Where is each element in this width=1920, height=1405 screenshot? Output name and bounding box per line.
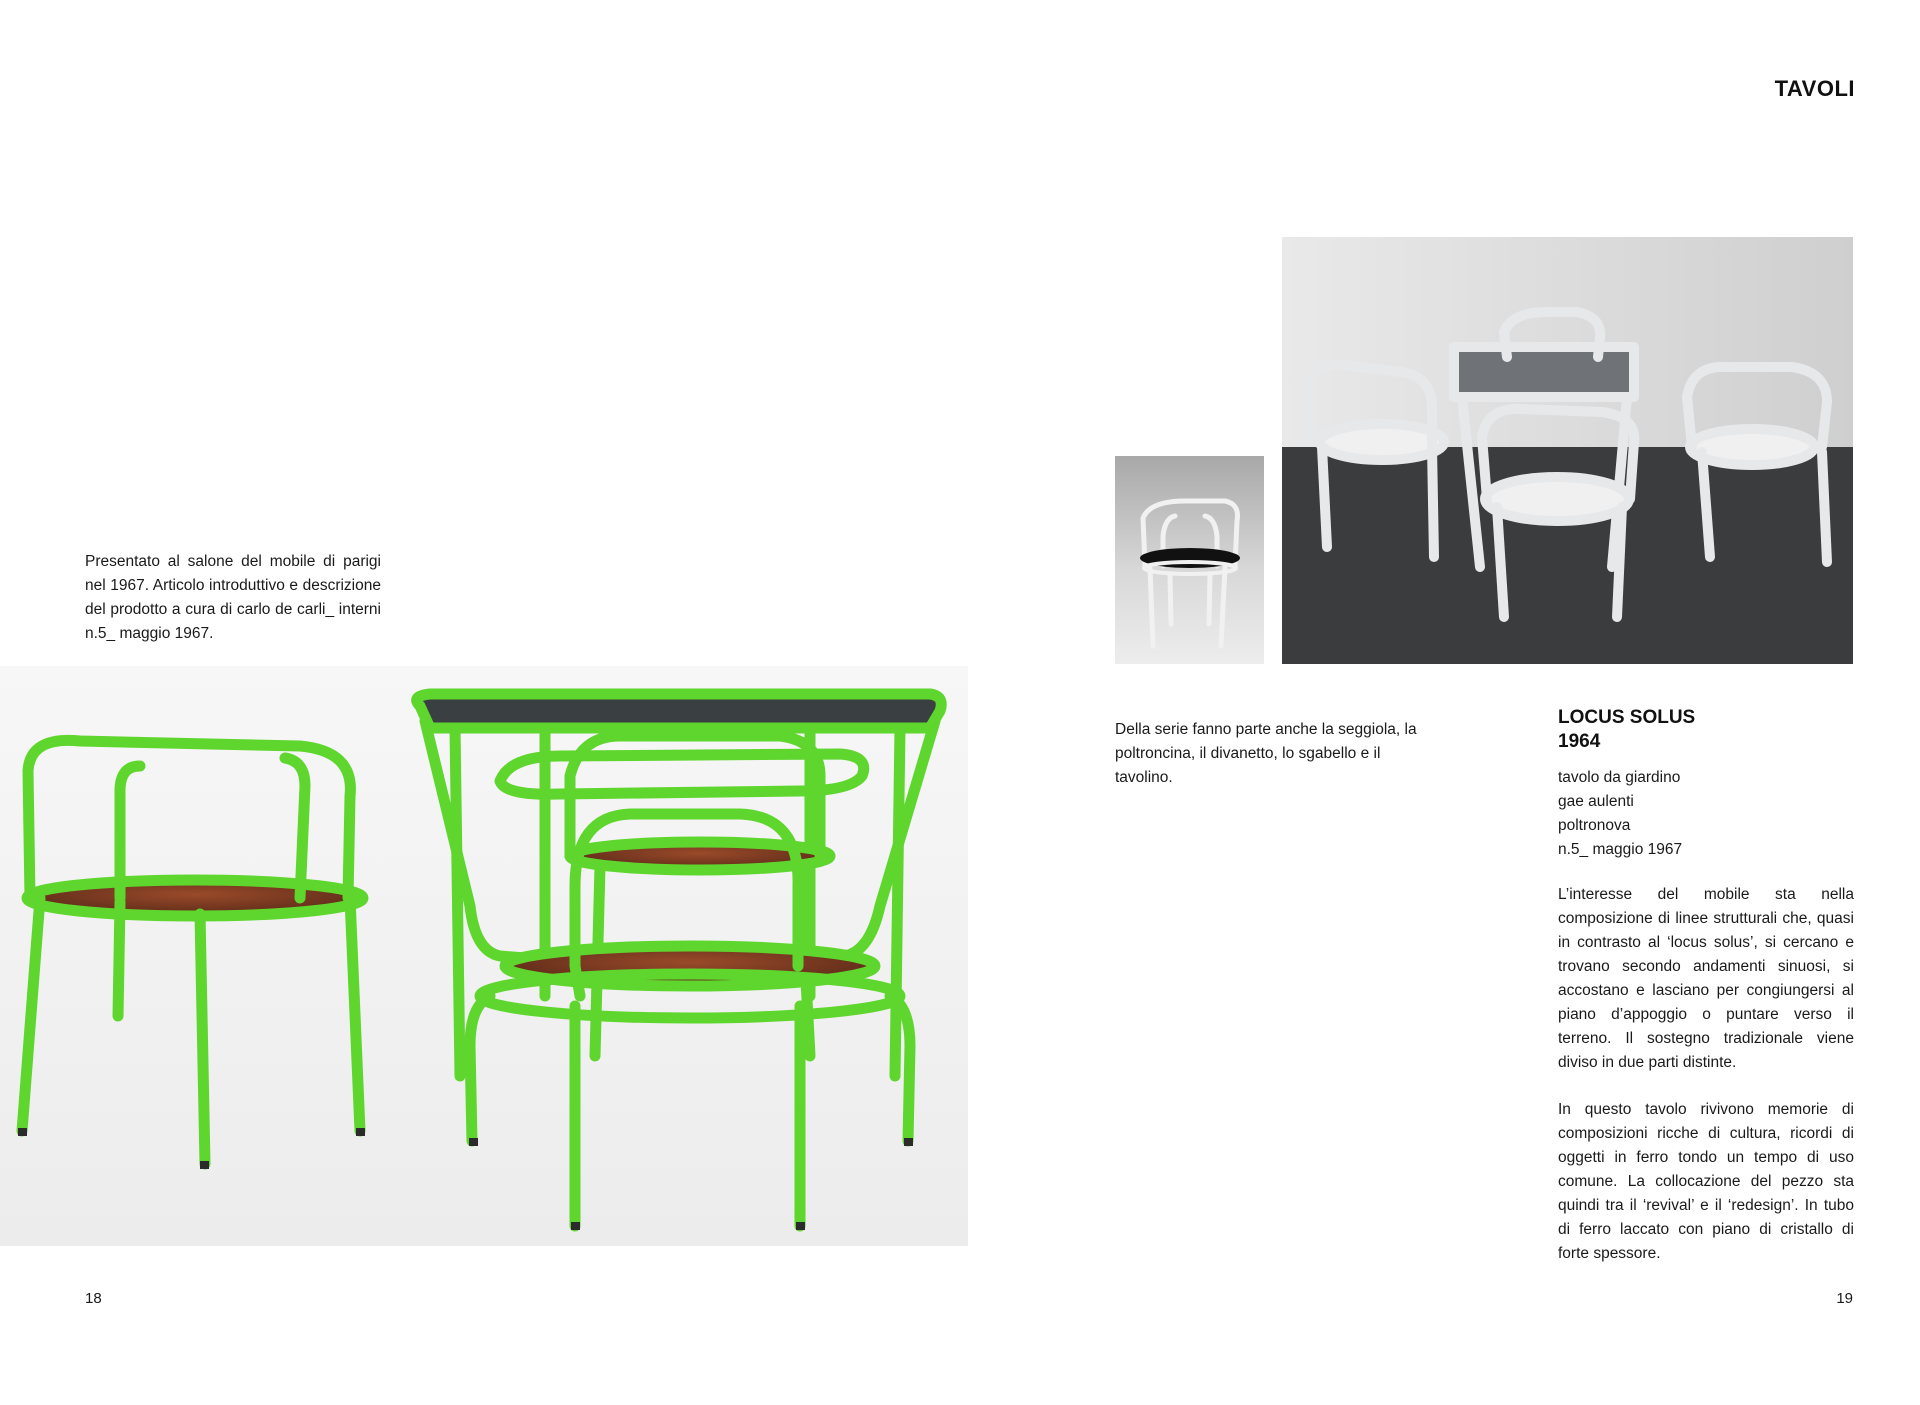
single-chair-photo xyxy=(1115,456,1264,664)
description-paragraph-2: In questo tavolo rivivono memorie di composizioni ricche di cultura, ricordi di oggetti in ferro tondo un tempo di uso comune. La collocazione del pezzo sta quindi tra il ‘revival’ e il ‘redesign’. In tubo di ferro laccato con piano di cristallo di forte spessore. xyxy=(1558,1101,1854,1262)
product-title xyxy=(1558,706,1695,754)
page-number-left: 18 xyxy=(85,1290,102,1307)
product-name: LOCUS SOLUS xyxy=(1558,707,1696,728)
description-paragraph-1: L’interesse del mobile sta nella composizione di linee strutturali che, quasi in contrasto al ‘locus solus’, si cercano e trovano secondo andamenti sinuosi, si accostano e lasciano per congiungersi al piano d’appoggio o puntare verso il terreno. Il sostegno tradizionale viene diviso in due parti distinte. xyxy=(1558,886,1854,1071)
white-furniture-set-photo xyxy=(1282,237,1853,664)
product-manufacturer: poltronova xyxy=(1558,817,1631,834)
product-issue: n.5_ maggio 1967 xyxy=(1558,841,1683,858)
green-furniture-photo xyxy=(0,666,968,1246)
page-number-right: 19 xyxy=(1836,1290,1853,1307)
product-year: 1964 xyxy=(1558,731,1601,752)
image-caption: Della serie fanno parte anche la seggiola, la poltroncina, il divanetto, lo sgabello e il tavolino. xyxy=(1115,721,1417,786)
product-meta xyxy=(1558,766,1682,862)
section-title: TAVOLI xyxy=(1774,76,1855,101)
intro-paragraph: Presentato al salone del mobile di parigi nel 1967. Articolo introduttivo e descrizione del prodotto a cura di carlo de carli_ interni n.5_ maggio 1967. xyxy=(85,553,381,642)
product-type: tavolo da giardino xyxy=(1558,769,1681,786)
product-designer: gae aulenti xyxy=(1558,793,1634,810)
